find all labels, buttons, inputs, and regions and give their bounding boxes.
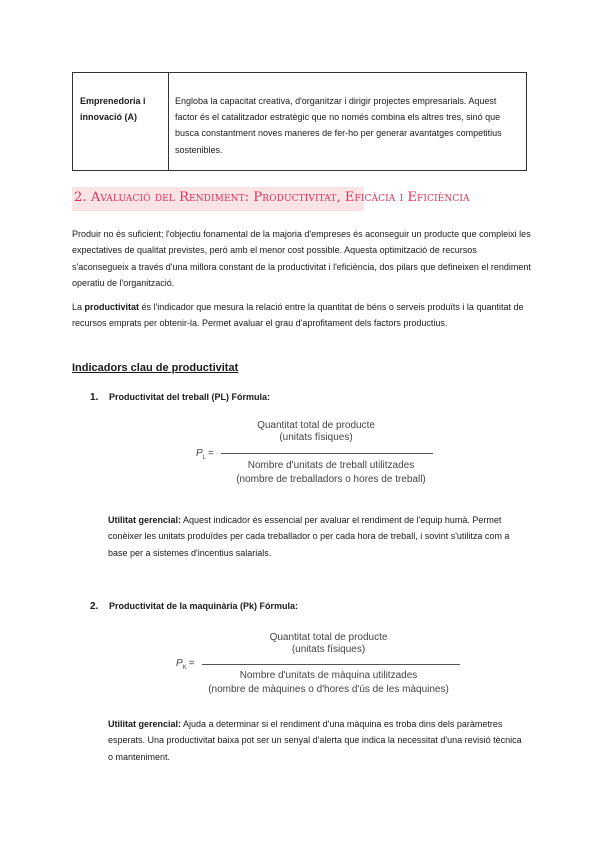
fraction-bar	[221, 453, 433, 454]
table-row-text: Engloba la capacitat creativa, d'organitzar i dirigir projectes empresarials. Aquest factor és el catalitzador estratègic que no només combina els altres tres, sinó que busca constantment noves maneres de fer-ho per generar avantatges competitius sostenibles.	[175, 96, 502, 155]
definition-term: productivitat	[84, 302, 140, 312]
machinery-productivity-formula	[176, 632, 461, 702]
formula-numerator: Quantitat total de producte	[257, 420, 375, 431]
definition-rest: és l'indicador que mesura la relació entre la quantitat de béns o serveis produïts i la quantitat de recursos emprats per obtenir-la. Permet avaluar el grau d'aprofitament dels factors productius.	[72, 302, 524, 329]
formula-symbol: $P_K$ =	[176, 658, 195, 671]
list-item	[90, 601, 298, 612]
formula-numerator: Quantitat total de producte	[269, 632, 388, 643]
note-text: Aquest indicador és essencial per avaluar el rendiment de l'equip humà. Permet conèixer les unitats produïdes per cada treballador o per cada hora de treball, i sovint s'utilitza com a base per a sistemes d'incentius salarials.	[108, 515, 510, 558]
definition-paragraph	[72, 299, 532, 332]
fraction-bar	[202, 664, 460, 665]
formula-symbol: $P_L$ =	[196, 448, 214, 461]
note-label: Utilitat gerencial:	[108, 719, 182, 729]
formula-denominator-units: (nombre de màquines o d'hores d'ús de les màquines)	[208, 684, 449, 695]
management-note	[108, 512, 528, 561]
definition-lead: La	[72, 302, 85, 312]
list-title: Productivitat de la maquinària (Pk) Fórmula:	[109, 601, 299, 611]
table-row-label: Emprenedoria i innovació (A)	[73, 73, 169, 170]
formula-denominator: Nombre d'unitats de màquina utilitzades	[239, 670, 418, 681]
list-title: Productivitat del treball (PL) Fórmula:	[109, 392, 271, 402]
section-heading: 2. Avaluació del Rendiment: Productivitat, Eficàcia i Eficiència	[74, 190, 470, 205]
factor-table	[72, 72, 527, 171]
labor-productivity-formula	[196, 420, 436, 490]
subheading: Indicadors clau de productivitat	[72, 362, 239, 374]
formula-denominator: Nombre d'unitats de treball utilitzades	[247, 460, 415, 471]
management-note	[108, 716, 528, 765]
list-number: 1.	[90, 392, 99, 403]
list-item	[90, 392, 270, 403]
formula-numerator-units: (unitats físiques)	[279, 432, 353, 443]
intro-paragraph: Produir no és suficient; l'objectiu fonamental de la majoria d'empreses és aconseguir un producte que compleixi les expectatives de qualitat previstes, però amb el menor cost possible. Aquesta optimització de recursos s'aconsegueix a través d'una millora constant de la productivitat i l'eficiència, dos pilars que defineixen el rendiment operatiu de l'organització.	[72, 229, 531, 288]
note-label: Utilitat gerencial:	[108, 515, 182, 525]
formula-numerator-units: (unitats físiques)	[291, 644, 366, 655]
list-number: 2.	[90, 601, 99, 612]
formula-denominator-units: (nombre de treballadors o hores de treball)	[236, 474, 426, 485]
note-text: Ajuda a determinar si el rendiment d'una màquina es troba dins dels paràmetres esperats. Una productivitat baixa pot ser un senyal d'alerta que indica la necessitat d'una revisió tècnica o manteniment.	[108, 719, 522, 762]
